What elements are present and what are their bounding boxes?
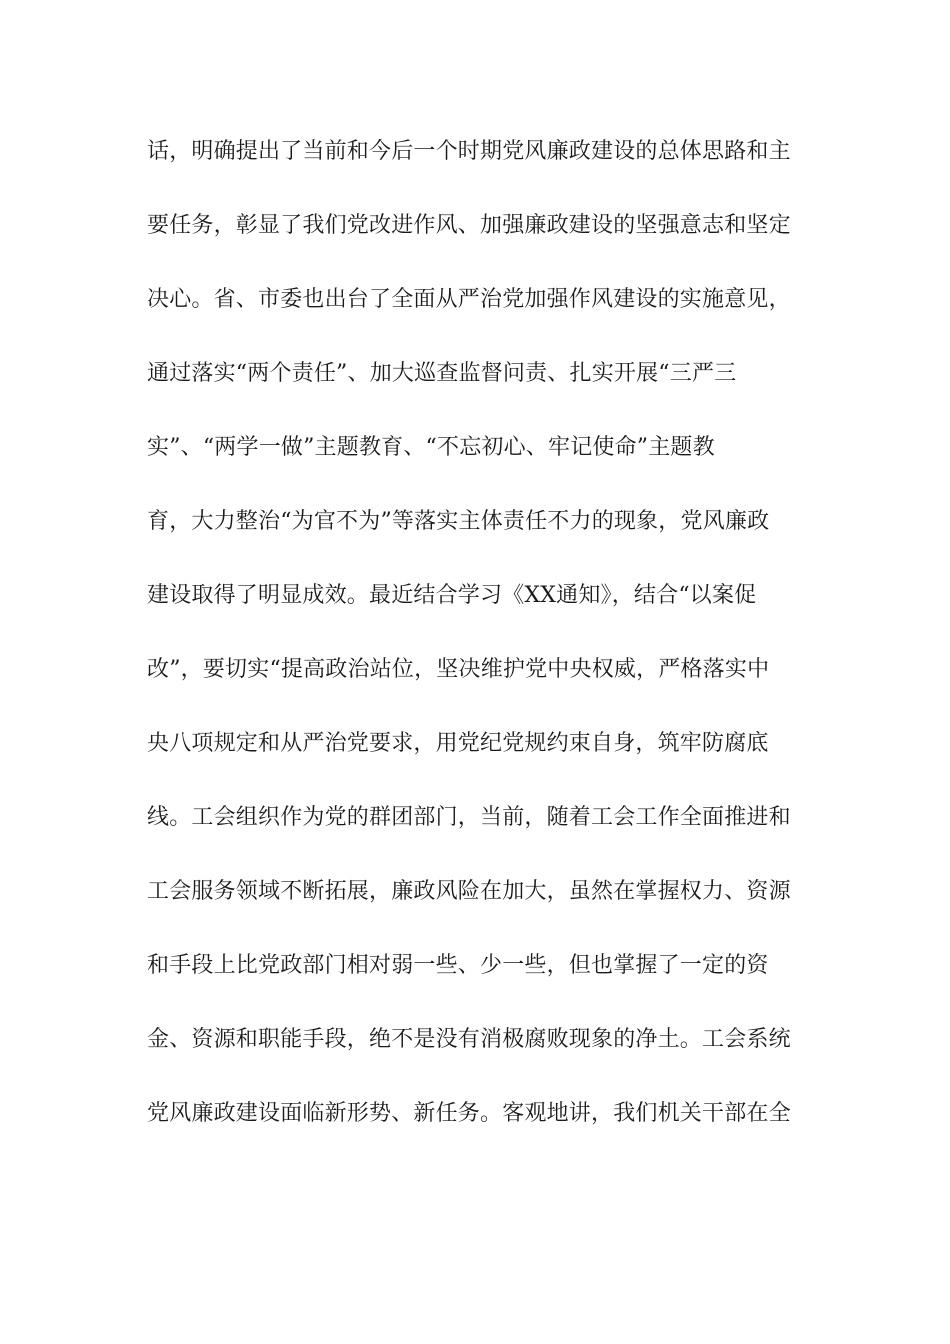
text-line: 央八项规定和从严治党要求，用党纪党规约束自身，筑牢防腐底 (147, 731, 769, 756)
text-line: 实”、“两学一做”主题教育、“不忘初心、牢记使命”主题教 (147, 435, 715, 460)
text-line: 决心。省、市委也出台了全面从严治党加强作风建设的实施意见， (147, 287, 791, 312)
text-line: 工会服务领域不断拓展，廉政风险在加大，虽然在掌握权力、资源 (147, 879, 791, 904)
text-line: 和手段上比党政部门相对弱一些、少一些，但也掌握了一定的资 (147, 953, 769, 978)
text-line: 要任务，彰显了我们党改进作风、加强廉政建设的坚强意志和坚定 (147, 213, 791, 238)
text-line: 通过落实“两个责任”、加大巡查监督问责、扎实开展“三严三 (147, 361, 737, 386)
text-line: 话，明确提出了当前和今后一个时期党风廉政建设的总体思路和主 (147, 139, 791, 164)
text-line: 育，大力整治“为官不为”等落实主体责任不力的现象，党风廉政 (147, 509, 770, 534)
text-line: 建设取得了明显成效。最近结合学习《XX通知》，结合“以案促 (147, 583, 757, 608)
text-line: 线。工会组织作为党的群团部门，当前，随着工会工作全面推进和 (147, 805, 791, 830)
text-line: 金、资源和职能手段，绝不是没有消极腐败现象的净土。工会系统 (147, 1027, 791, 1052)
text-line: 改”，要切实“提高政治站位，坚决维护党中央权威，严格落实中 (147, 657, 770, 682)
body-paragraph (147, 128, 807, 1164)
text-line: 党风廉政建设面临新形势、新任务。客观地讲，我们机关干部在全 (147, 1101, 791, 1126)
